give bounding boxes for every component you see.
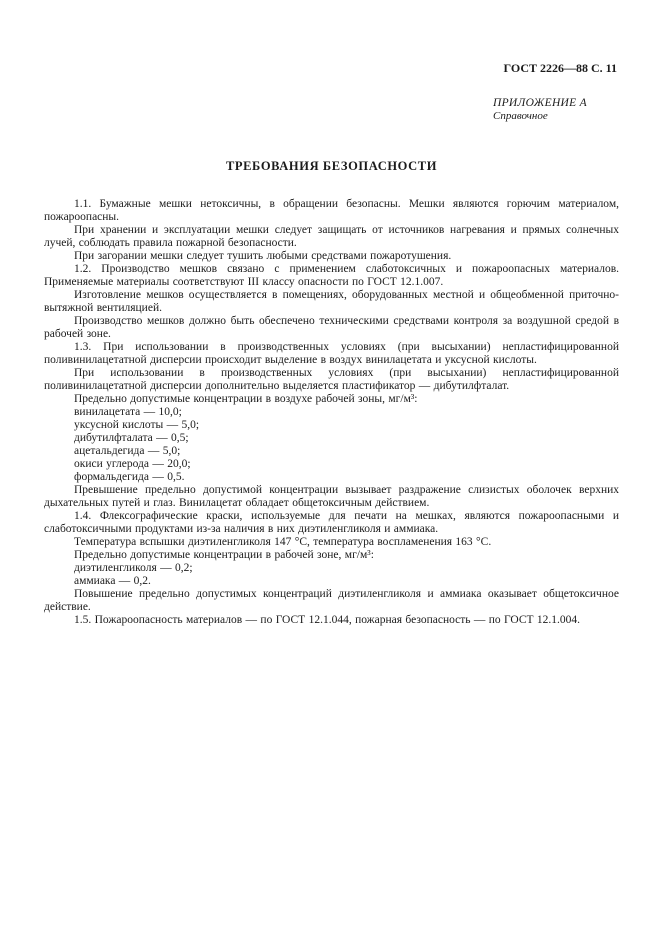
concentration-item-dibutyl-phthalate: дибутилфталата — 0,5; xyxy=(74,432,189,444)
appendix-type: Справочное xyxy=(493,110,548,122)
paragraph-1-3: 1.3. При использовании в производственных условиях (при высыхании) непластифицированной поливинилацетатной дисперсии происходит выделение в воздух винилацетата и уксусной кислоты. xyxy=(44,341,619,366)
concentration-item-acetaldehyde: ацетальдегида — 5,0; xyxy=(74,445,181,457)
concentration-item-ammonia: аммиака — 0,2. xyxy=(74,575,151,587)
concentration-item-acetic-acid: уксусной кислоты — 5,0; xyxy=(74,419,200,431)
page-header: ГОСТ 2226—88 С. 11 xyxy=(503,61,617,75)
paragraph-toxic-effects: Повышение предельно допустимых концентраций диэтиленгликоля и аммиака оказывает общетоксичное действие. xyxy=(44,588,619,613)
paragraph-1-2: 1.2. Производство мешков связано с применением слаботоксичных и пожароопасных материалов. Применяемые материалы соответствуют III классу опасности по ГОСТ 12.1.007. xyxy=(44,263,619,288)
paragraph-air-control: Производство мешков должно быть обеспечено техническими средствами контроля за воздушной средой в рабочей зоне. xyxy=(44,315,619,340)
appendix-label: ПРИЛОЖЕНИЕ А xyxy=(493,97,587,109)
paragraph-flash-temperature: Температура вспышки диэтиленгликоля 147 °С, температура воспламенения 163 °С. xyxy=(74,536,492,548)
concentration-item-vinyl-acetate: винилацетата — 10,0; xyxy=(74,406,182,418)
paragraph-concentration-intro: Предельно допустимые концентрации в воздухе рабочей зоны, мг/м³: xyxy=(74,393,418,405)
paragraph-exceedance-effects: Превышение предельно допустимой концентрации вызывает раздражение слизистых оболочек верхних дыхательных путей и глаз. Винилацетат обладает общетоксичным действием. xyxy=(44,484,619,509)
paragraph-storage-rules: При хранении и эксплуатации мешки следует защищать от источников нагревания и прямых солнечных лучей, соблюдать правила пожарной безопасности. xyxy=(44,224,619,249)
document-body xyxy=(44,198,619,627)
document-title: ТРЕБОВАНИЯ БЕЗОПАСНОСТИ xyxy=(225,159,438,173)
paragraph-1-1: 1.1. Бумажные мешки нетоксичны, в обращении безопасны. Мешки являются горючим материалом, пожароопасны. xyxy=(44,198,619,223)
concentration-item-diethylene-glycol: диэтиленгликоля — 0,2; xyxy=(74,562,193,574)
paragraph-plasticizer: При использовании в производственных условиях (при высыхании) непластифицированной поливинилацетатной дисперсии дополнительно выделяется пластификатор — дибутилфталат. xyxy=(44,367,619,392)
paragraph-1-5: 1.5. Пожароопасность материалов — по ГОСТ 12.1.044, пожарная безопасность — по ГОСТ 12.1.004. xyxy=(74,614,581,626)
paragraph-1-4: 1.4. Флексографические краски, используемые для печати на мешках, являются пожароопасными и слаботоксичными продуктами из-за наличия в них диэтиленгликоля и аммиака. xyxy=(44,510,619,535)
concentration-item-formaldehyde: формальдегида — 0,5. xyxy=(74,471,185,483)
concentration-item-carbon-monoxide: окиси углерода — 20,0; xyxy=(74,458,191,470)
paragraph-fire-extinguishing: При загорании мешки следует тушить любыми средствами пожаротушения. xyxy=(74,250,452,262)
paragraph-ventilation: Изготовление мешков осуществляется в помещениях, оборудованных местной и общеобменной приточно-вытяжной вентиляцией. xyxy=(44,289,619,314)
appendix-block xyxy=(493,97,619,123)
paragraph-concentration-intro-2: Предельно допустимые концентрации в рабочей зоне, мг/м³: xyxy=(74,549,374,561)
